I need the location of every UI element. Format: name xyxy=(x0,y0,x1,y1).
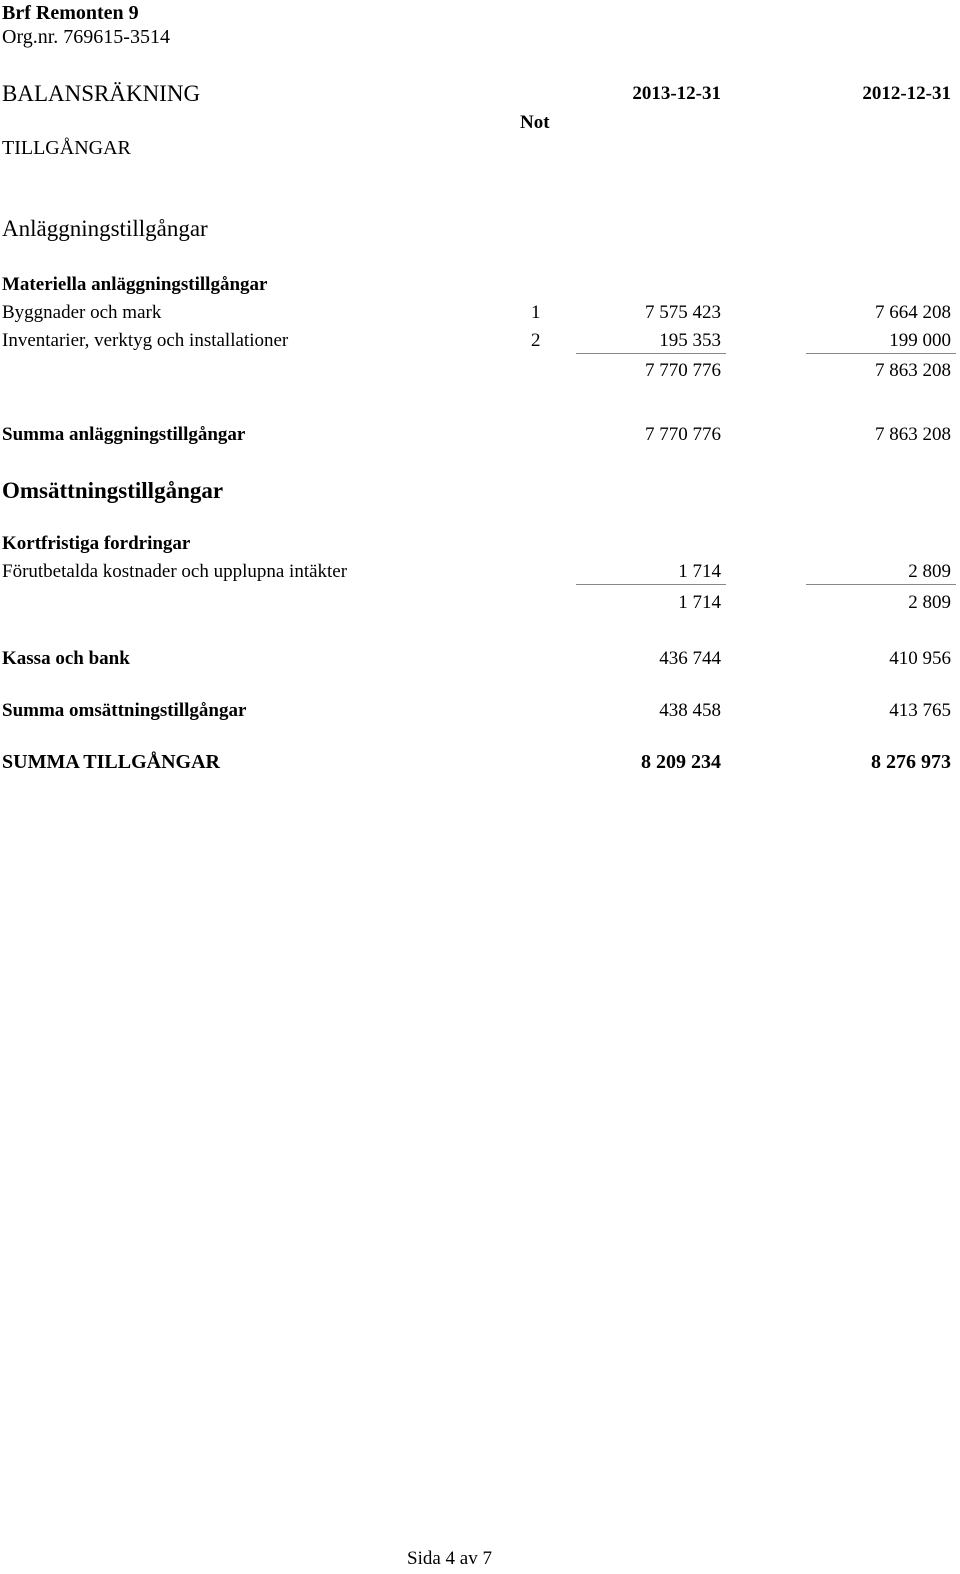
total-label: Summa omsättningstillgångar xyxy=(2,700,247,721)
subtotal-rule xyxy=(576,353,726,354)
row-value-2013: 1 714 xyxy=(678,561,721,582)
row-note: 2 xyxy=(531,330,541,351)
row-value-2012: 7 664 208 xyxy=(875,302,951,323)
row-value-2012: 2 809 xyxy=(908,561,951,582)
row-value-2013: 195 353 xyxy=(659,330,721,351)
total-label: Summa anläggningstillgångar xyxy=(2,424,246,445)
row-value-2012: 199 000 xyxy=(889,330,951,351)
receivables-subheading: Kortfristiga fordringar xyxy=(2,533,191,554)
total-2013: 438 458 xyxy=(659,700,721,721)
company-name: Brf Remonten 9 xyxy=(2,2,139,24)
row-label: Inventarier, verktyg och installationer xyxy=(2,330,289,351)
subtotal-2012: 7 863 208 xyxy=(875,360,951,381)
note-column-header: Not xyxy=(520,112,550,133)
subtotal-2012: 2 809 xyxy=(908,592,951,613)
column-header-2012: 2012-12-31 xyxy=(862,83,951,104)
current-assets-heading: Omsättningstillgångar xyxy=(2,478,224,503)
subtotal-rule xyxy=(806,353,956,354)
total-2012: 7 863 208 xyxy=(875,424,951,445)
cash-label: Kassa och bank xyxy=(2,648,130,669)
subtotal-2013: 1 714 xyxy=(678,592,721,613)
grand-total-2012: 8 276 973 xyxy=(871,751,951,773)
row-note: 1 xyxy=(531,302,541,323)
grand-total-label: SUMMA TILLGÅNGAR xyxy=(2,751,220,773)
row-value-2013: 7 575 423 xyxy=(645,302,721,323)
section-heading: TILLGÅNGAR xyxy=(2,137,131,159)
row-label: Byggnader och mark xyxy=(2,302,162,323)
subtotal-rule xyxy=(806,584,956,585)
subtotal-rule xyxy=(576,584,726,585)
page-number: Sida 4 av 7 xyxy=(407,1548,492,1569)
row-label: Förutbetalda kostnader och upplupna intäkter xyxy=(2,561,348,582)
fixed-assets-heading: Anläggningstillgångar xyxy=(2,216,208,241)
total-2012: 413 765 xyxy=(889,700,951,721)
statement-title: BALANSRÄKNING xyxy=(2,81,201,106)
org-number: Org.nr. 769615-3514 xyxy=(2,26,170,48)
subtotal-2013: 7 770 776 xyxy=(645,360,721,381)
total-2013: 7 770 776 xyxy=(645,424,721,445)
grand-total-2013: 8 209 234 xyxy=(641,751,721,773)
cash-2013: 436 744 xyxy=(659,648,721,669)
cash-2012: 410 956 xyxy=(889,648,951,669)
column-header-2013: 2013-12-31 xyxy=(632,83,721,104)
tangible-assets-subheading: Materiella anläggningstillgångar xyxy=(2,274,268,295)
